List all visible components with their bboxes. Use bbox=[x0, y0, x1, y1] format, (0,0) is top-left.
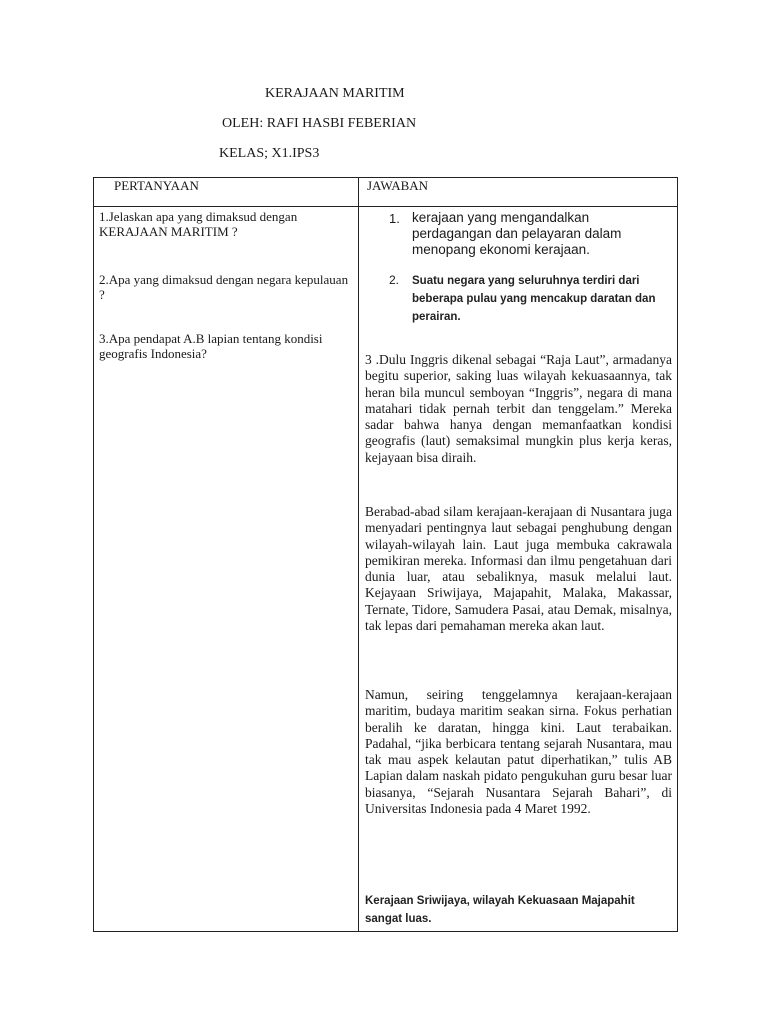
answer-2-number: 2. bbox=[389, 273, 400, 287]
table-header-row bbox=[94, 178, 678, 207]
question-2: 2.Apa yang dimaksud dengan negara kepulauan ? bbox=[99, 272, 349, 302]
column-header-question: PERTANYAAN bbox=[94, 178, 359, 207]
question-cell bbox=[94, 207, 359, 932]
qa-table bbox=[93, 177, 678, 932]
author-line: OLEH: RAFI HASBI FEBERIAN bbox=[222, 116, 417, 131]
question-3: 3.Apa pendapat A.B lapian tentang kondisi geografis Indonesia? bbox=[99, 331, 323, 361]
table-body-row bbox=[94, 207, 678, 932]
final-note: Kerajaan Sriwijaya, wilayah Kekuasaan Majapahit sangat luas. bbox=[365, 895, 635, 925]
class-line: KELAS; X1.IPS3 bbox=[219, 146, 320, 161]
answer-1: kerajaan yang mengandalkan perdagangan dan pelayaran dalam menopang ekonomi kerajaan. bbox=[412, 210, 622, 257]
column-header-answer: JAWABAN bbox=[359, 178, 678, 207]
answer-3-paragraph-1: 3 .Dulu Inggris dikenal sebagai “Raja Laut”, armadanya begitu superior, saking luas wilayah kekuasaannya, tak heran bila muncul semboyan “Inggris”, negara di mana matahari tidak pernah terbit dan tenggelam.” Mereka sadar bahwa hanya dengan memanfaatkan kondisi geografis (laut) semaksimal mungkin plus kerja keras, kejayaan bisa diraih. bbox=[365, 352, 672, 465]
question-1: 1.Jelaskan apa yang dimaksud dengan KERAJAAN MARITIM ? bbox=[99, 209, 298, 239]
answer-3-paragraph-2: Berabad-abad silam kerajaan-kerajaan di Nusantara juga menyadari pentingnya laut sebagai penghubung dengan wilayah-wilayah lain. Laut juga membuka cakrawala pemikiran mereka. Informasi dan ilmu pengetahuan dari dunia luar, atau sebaliknya, masuk melalui laut. Kejayaan Sriwijaya, Majapahit, Malaka, Makassar, Ternate, Tidore, Samudera Pasai, atau Demak, misalnya, tak lepas dari pemahaman mereka akan laut. bbox=[365, 504, 672, 634]
document-title: KERAJAAN MARITIM bbox=[265, 86, 405, 101]
answer-cell bbox=[359, 207, 678, 932]
answer-2: Suatu negara yang seluruhnya terdiri dari beberapa pulau yang mencakup daratan dan perairan. bbox=[412, 275, 656, 323]
answer-1-number: 1. bbox=[389, 211, 400, 226]
answer-3-paragraph-3: Namun, seiring tenggelamnya kerajaan-kerajaan maritim, budaya maritim seakan sirna. Fokus perhatian beralih ke daratan, hingga kini. Laut terabaikan. Padahal, “jika berbicara tentang sejarah Nusantara, mau tak mau aspek kelautan patut diperhatikan,” tulis AB Lapian dalam naskah pidato pengukuhan guru besar luar biasanya, “Sejarah Nusantara Sejarah Bahari”, di Universitas Indonesia pada 4 Maret 1992. bbox=[365, 687, 672, 817]
